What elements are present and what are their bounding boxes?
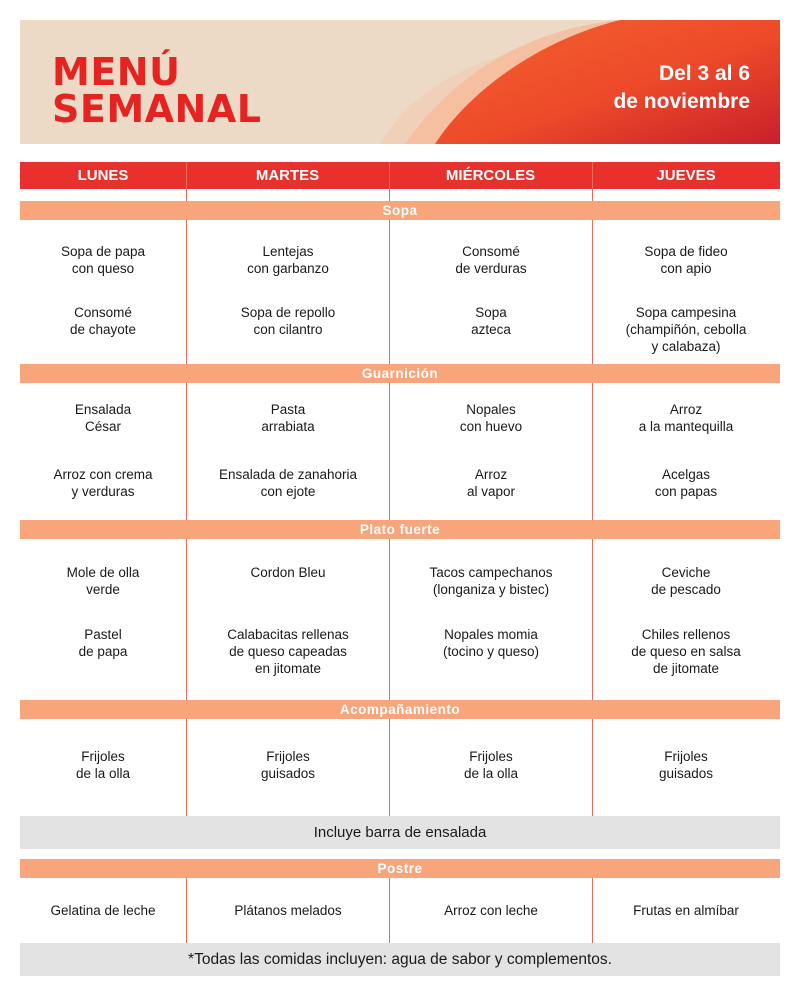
menu-item-line: arrabiata: [261, 419, 315, 434]
menu-item-cell: [393, 466, 589, 500]
menu-item-cell: [393, 564, 589, 598]
menu-item-line: de pescado: [651, 582, 721, 597]
menu-item-line: Pasta: [270, 402, 306, 417]
menu-item-cell: [23, 401, 183, 435]
menu-item-line: Tacos campechanos: [429, 565, 553, 580]
footer-note: *Todas las comidas incluyen: agua de sabor y complementos.: [20, 943, 780, 976]
menu-item-line: Arroz con leche: [444, 903, 538, 918]
menu-item-line: con papas: [654, 484, 718, 499]
menu-item-line: Ensalada: [74, 402, 132, 417]
section-header-guarnicion: Guarnición: [20, 364, 780, 383]
date-range-line-1: Del 3 al 6: [658, 62, 750, 85]
menu-item-line: Frijoles: [469, 749, 513, 764]
column-divider: [389, 878, 390, 943]
menu-item-line: Chiles rellenos: [641, 627, 731, 642]
menu-item-line: (tocino y queso): [442, 644, 540, 659]
menu-item-cell: [23, 466, 183, 500]
menu-item-cell: [23, 748, 183, 782]
menu-item-line: con apio: [660, 261, 712, 276]
menu-item-line: Pastel: [84, 627, 122, 642]
day-header-jueves: JUEVES: [656, 167, 716, 184]
menu-item-line: de queso en salsa: [631, 644, 741, 659]
menu-item-cell: [393, 243, 589, 277]
menu-item-cell: [596, 564, 776, 598]
menu-item-cell: [190, 748, 386, 782]
day-header-miercoles: MIÉRCOLES: [445, 167, 536, 184]
menu-item-cell: [596, 466, 776, 500]
menu-item-line: verde: [86, 582, 120, 597]
menu-item-line: de verduras: [455, 261, 527, 276]
menu-item-line: Ceviche: [661, 565, 711, 580]
menu-item-cell: [23, 564, 183, 598]
menu-item-cell: [23, 902, 183, 919]
section-header-acompanamiento: Acompañamiento: [20, 700, 780, 719]
menu-item-line: con huevo: [459, 419, 523, 434]
menu-item-line: Lentejas: [262, 244, 314, 259]
menu-item-cell: [190, 466, 386, 500]
menu-item-line: en jitomate: [254, 661, 322, 676]
date-range-line-2: de noviembre: [613, 90, 750, 113]
menu-item-line: Sopa campesina: [635, 305, 737, 320]
menu-item-line: Frutas en almíbar: [633, 903, 739, 918]
title-line-1: MENÚ: [52, 50, 181, 94]
menu-item-line: de papa: [78, 644, 128, 659]
menu-item-line: Frijoles: [664, 749, 708, 764]
menu-item-cell: [393, 626, 589, 660]
menu-item-cell: [190, 401, 386, 435]
menu-item-cell: [23, 626, 183, 660]
menu-item-line: César: [84, 419, 121, 434]
menu-item-line: Calabacitas rellenas: [227, 627, 349, 642]
day-header-martes: MARTES: [255, 167, 320, 184]
menu-item-line: Consomé: [74, 305, 132, 320]
menu-item-line: guisados: [260, 766, 316, 781]
menu-item-line: de la olla: [463, 766, 519, 781]
menu-item-cell: [393, 902, 589, 919]
section-header-sopa: Sopa: [20, 201, 780, 220]
menu-item-cell: [596, 902, 776, 919]
menu-item-line: y calabaza): [651, 339, 721, 354]
menu-item-line: con ejote: [260, 484, 316, 499]
menu-item-cell: [393, 304, 589, 338]
section-header-postre: Postre: [20, 859, 780, 878]
menu-item-line: Nopales momia: [444, 627, 538, 642]
menu-item-cell: [23, 243, 183, 277]
menu-title: [52, 50, 262, 131]
menu-item-line: Arroz con crema: [53, 467, 153, 482]
menu-item-cell: [190, 243, 386, 277]
menu-item-line: Arroz: [669, 402, 703, 417]
menu-item-cell: [596, 243, 776, 277]
menu-item-line: Mole de olla: [66, 565, 140, 580]
menu-item-line: (longaniza y bistec): [432, 582, 550, 597]
menu-item-line: Frijoles: [266, 749, 310, 764]
menu-item-cell: [23, 304, 183, 338]
menu-item-line: Arroz: [474, 467, 508, 482]
column-divider: [186, 878, 187, 943]
menu-item-cell: [393, 748, 589, 782]
menu-item-line: Ensalada de zanahoria: [218, 467, 358, 482]
title-line-2: SEMANAL: [52, 87, 262, 131]
menu-item-line: Frijoles: [81, 749, 125, 764]
menu-item-line: Plátanos melados: [234, 903, 342, 918]
menu-item-line: (champiñón, cebolla: [625, 322, 747, 337]
menu-item-line: Cordon Bleu: [250, 565, 326, 580]
menu-item-line: a la mantequilla: [638, 419, 734, 434]
menu-item-line: Nopales: [466, 402, 516, 417]
menu-item-line: con garbanzo: [247, 261, 329, 276]
menu-item-line: al vapor: [466, 484, 516, 499]
menu-item-line: de la olla: [75, 766, 131, 781]
menu-item-line: con cilantro: [253, 322, 323, 337]
date-range: [613, 60, 750, 116]
menu-header: [20, 20, 780, 144]
menu-item-line: Sopa: [475, 305, 507, 320]
menu-item-line: de jitomate: [652, 661, 720, 676]
menu-item-line: Sopa de fideo: [644, 244, 728, 259]
menu-item-line: Sopa de papa: [60, 244, 146, 259]
salad-bar-note: Incluye barra de ensalada: [20, 816, 780, 849]
menu-item-cell: [190, 902, 386, 919]
menu-item-line: guisados: [658, 766, 714, 781]
menu-item-cell: [393, 401, 589, 435]
menu-item-cell: [190, 564, 386, 581]
day-header-lunes: LUNES: [77, 167, 129, 184]
menu-item-line: y verduras: [71, 484, 135, 499]
column-divider: [592, 878, 593, 943]
menu-item-line: Acelgas: [661, 467, 711, 482]
menu-item-cell: [596, 626, 776, 677]
menu-item-cell: [190, 304, 386, 338]
menu-item-cell: [596, 304, 776, 355]
weekday-header-bar: [20, 162, 780, 189]
section-header-plato-fuerte: Plato fuerte: [20, 520, 780, 539]
menu-item-cell: [190, 626, 386, 677]
menu-item-line: con queso: [71, 261, 135, 276]
menu-item-line: Consomé: [462, 244, 520, 259]
menu-item-line: Gelatina de leche: [50, 903, 156, 918]
menu-item-cell: [596, 748, 776, 782]
menu-item-cell: [596, 401, 776, 435]
menu-item-line: azteca: [471, 322, 511, 337]
menu-item-line: de queso capeadas: [229, 644, 347, 659]
menu-item-line: de chayote: [69, 322, 137, 337]
menu-item-line: Sopa de repollo: [240, 305, 336, 320]
